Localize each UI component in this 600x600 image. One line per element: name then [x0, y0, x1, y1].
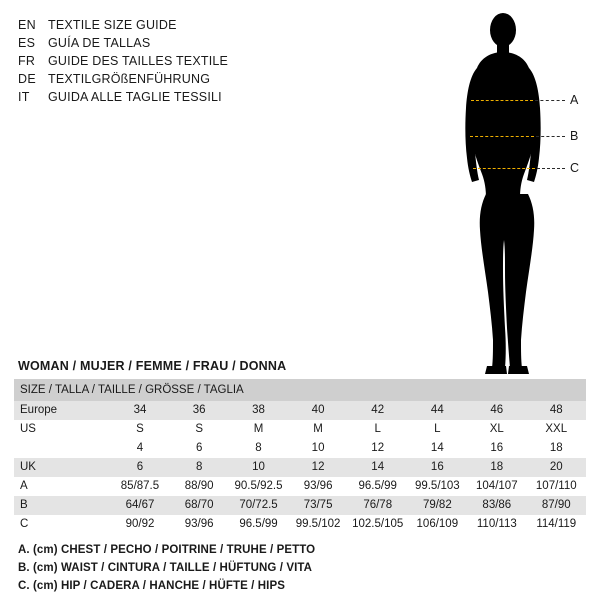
language-text: GUÍA DE TALLAS: [48, 36, 151, 50]
row-cell: 107/110: [527, 477, 586, 496]
row-cell: 44: [408, 401, 468, 420]
row-cell: 18: [527, 439, 586, 458]
row-cell: 110/113: [467, 515, 526, 534]
language-row: [18, 35, 318, 52]
row-cell: 10: [288, 439, 348, 458]
language-row: [18, 17, 318, 34]
language-code: DE: [18, 72, 36, 86]
language-list: [18, 17, 318, 107]
row-cell: 96.5/99: [348, 477, 408, 496]
size-table-wrapper: [14, 379, 586, 534]
measure-line-a: [471, 100, 533, 101]
row-cell: L: [348, 420, 408, 439]
row-cell: 87/90: [527, 496, 586, 515]
row-cell: 102.5/105: [348, 515, 408, 534]
row-cell: 104/107: [467, 477, 526, 496]
row-cell: 14: [408, 439, 468, 458]
row-cell: 93/96: [288, 477, 348, 496]
measure-label-b: B: [570, 129, 579, 143]
row-cell: 12: [348, 439, 408, 458]
table-row: [14, 420, 586, 439]
row-cell: 79/82: [408, 496, 468, 515]
language-row: [18, 53, 318, 70]
row-cell: 6: [110, 458, 169, 477]
language-row: [18, 89, 318, 106]
row-cell: 85/87.5: [110, 477, 169, 496]
table-header-label: SIZE / TALLA / TAILLE / GRÖSSE / TAGLIA: [14, 379, 586, 401]
size-table: [14, 379, 586, 534]
measure-line-c: [473, 168, 535, 169]
row-cell: S: [170, 420, 229, 439]
row-label: UK: [14, 458, 110, 477]
language-code: EN: [18, 18, 36, 32]
table-row: [14, 515, 586, 534]
language-code: IT: [18, 90, 30, 104]
language-text: GUIDE DES TAILLES TEXTILE: [48, 54, 229, 68]
row-label: [14, 439, 110, 458]
row-cell: M: [288, 420, 348, 439]
row-cell: S: [110, 420, 169, 439]
row-cell: 83/86: [467, 496, 526, 515]
table-row: [14, 439, 586, 458]
table-row: [14, 458, 586, 477]
row-cell: 76/78: [348, 496, 408, 515]
row-cell: 20: [527, 458, 586, 477]
measure-line-c-extension: [537, 168, 565, 169]
language-code: FR: [18, 54, 36, 68]
language-text: TEXTILGRÖßENFÜHRUNG: [48, 72, 211, 86]
row-label: C: [14, 515, 110, 534]
row-cell: 48: [527, 401, 586, 420]
footnote-a: A. (cm) CHEST / PECHO / POITRINE / TRUHE / PETTO: [18, 544, 316, 556]
table-row: [14, 401, 586, 420]
row-cell: 106/109: [408, 515, 468, 534]
row-cell: 4: [110, 439, 169, 458]
row-cell: 14: [348, 458, 408, 477]
row-cell: 99.5/103: [408, 477, 468, 496]
row-cell: 6: [170, 439, 229, 458]
language-code: ES: [18, 36, 36, 50]
table-group-heading: WOMAN / MUJER / FEMME / FRAU / DONNA: [18, 359, 287, 373]
measure-label-c: C: [570, 161, 580, 175]
table-row: [14, 477, 586, 496]
table-row: [14, 496, 586, 515]
row-cell: 10: [229, 458, 289, 477]
body-figure: [425, 8, 600, 378]
row-cell: 36: [170, 401, 229, 420]
footnote-list: [18, 542, 578, 596]
row-cell: 96.5/99: [229, 515, 289, 534]
footnote-c: C. (cm) HIP / CADERA / HANCHE / HÜFTE / HIPS: [18, 580, 286, 592]
footnote-b: B. (cm) WAIST / CINTURA / TAILLE / HÜFTUNG / VITA: [18, 562, 313, 574]
row-cell: 16: [408, 458, 468, 477]
language-text: TEXTILE SIZE GUIDE: [48, 18, 177, 32]
row-cell: 8: [229, 439, 289, 458]
row-cell: XXL: [527, 420, 586, 439]
row-cell: L: [408, 420, 468, 439]
row-cell: 114/119: [527, 515, 586, 534]
measure-line-a-extension: [535, 100, 565, 101]
row-label: B: [14, 496, 110, 515]
row-label: US: [14, 420, 110, 439]
row-cell: M: [229, 420, 289, 439]
row-cell: 42: [348, 401, 408, 420]
measure-line-b: [470, 136, 534, 137]
row-label: A: [14, 477, 110, 496]
language-row: [18, 71, 318, 88]
row-cell: 93/96: [170, 515, 229, 534]
measure-line-b-extension: [536, 136, 565, 137]
row-cell: 16: [467, 439, 526, 458]
row-cell: 18: [467, 458, 526, 477]
row-cell: 70/72.5: [229, 496, 289, 515]
row-cell: 73/75: [288, 496, 348, 515]
row-cell: 8: [170, 458, 229, 477]
language-text: GUIDA ALLE TAGLIE TESSILI: [48, 90, 222, 104]
table-header-row: [14, 379, 586, 401]
row-cell: XL: [467, 420, 526, 439]
row-cell: 12: [288, 458, 348, 477]
row-cell: 99.5/102: [288, 515, 348, 534]
row-cell: 64/67: [110, 496, 169, 515]
row-cell: 90.5/92.5: [229, 477, 289, 496]
row-cell: 38: [229, 401, 289, 420]
measure-label-a: A: [570, 93, 579, 107]
row-cell: 40: [288, 401, 348, 420]
female-silhouette-icon: [425, 8, 600, 378]
row-cell: 68/70: [170, 496, 229, 515]
row-cell: 46: [467, 401, 526, 420]
row-cell: 34: [110, 401, 169, 420]
row-label: Europe: [14, 401, 110, 420]
row-cell: 90/92: [110, 515, 169, 534]
row-cell: 88/90: [170, 477, 229, 496]
